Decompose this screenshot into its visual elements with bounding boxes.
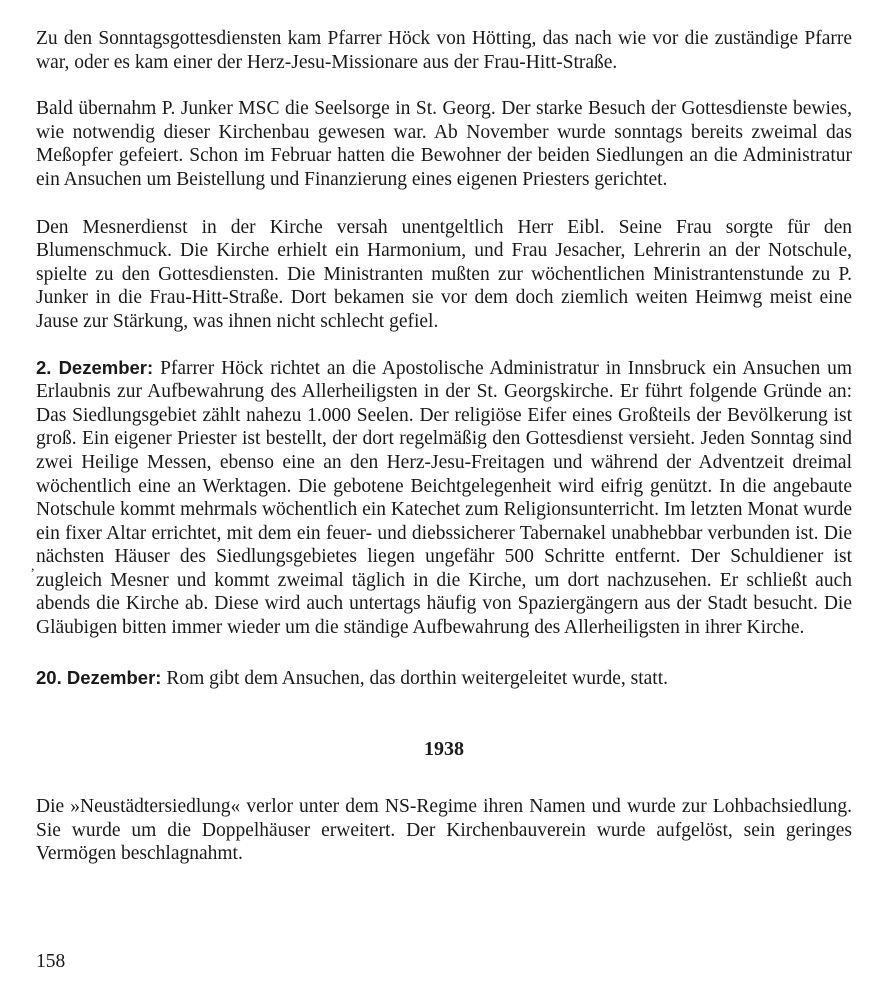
paragraph-1938: Die »Neustädtersiedlung« verlor unter dem NS-Regime ihren Namen und wurde zur Lohbachsiedlung. Sie wurde um die Doppelhäuser erweitert. Der Kirchenbauverein wurde aufgelöst, sein geringes Vermögen beschlagnahmt.: [36, 796, 852, 865]
entry-date-label: 20. Dezember:: [36, 666, 162, 688]
paragraph-pastoral-care: Bald übernahm P. Junker MSC die Seelsorge in St. Georg. Der starke Besuch der Gottesdienste bewies, wie notwendig dieser Kirchenbau gewesen war. Ab November wurde sonntags bereits zweimal das Meßopfer gefeiert. Schon im Februar hatten die Bewohner der beiden Siedlungen an die Administratur ein Ansuchen um Beistellung und Finanzierung eines eigenen Priesters gerichtet.: [36, 98, 852, 190]
entry-text: Pfarrer Höck richtet an die Apostolische Administratur in Innsbruck ein Ansuchen um Erlaubnis zur Aufbewahrung des Allerheiligsten in der St. Georgskirche. Er führt folgende Gründe an: Das Siedlungsgebiet zählt nahezu 1.000 Seelen. Der religiöse Eifer eines Großteils der Bevölkerung ist groß. Ein eigener Priester ist bestellt, der dort regelmäßig den Gottesdienst versieht. Jeden Sonntag sind zwei Heilige Messen, ebenso eine an den Herz-Jesu-Freitagen und während der Adventzeit dreimal wöchentlich eine an Werktagen. Die gebotene Beichtgelegenheit wird eifrig genützt. In die angebaute Notschule kommt mehrmals wöchentlich ein Katechet zum Religionsunterricht. Im letzten Monat wurde ein fixer Altar errichtet, mit dem ein feuer- und diebssicherer Tabernakel unabhebbar verbunden ist. Die nächsten Häuser des Siedlungsgebietes liegen ungefähr 500 Schritte entfernt. Der Schuldiener ist zugleich Mesner und kommt zweimal täglich in die Kirche, um dort nachzusehen. Er schließt auch abends die Kirche ab. Diese wird auch untertags häufig von Spaziergängern aus der Stadt besucht. Die Gläubigen bitten immer wieder um die ständige Aufbewahrung des Allerheiligsten in ihrer Kirche.: [36, 357, 853, 639]
paragraph-sunday-services: Zu den Sonntagsgottesdiensten kam Pfarrer Höck von Hötting, das nach wie vor die zuständige Pfarre war, oder es kam einer der Herz-Jesu-Missionare aus der Frau-Hitt-Straße.: [36, 28, 852, 73]
entry-text: Rom gibt dem Ansuchen, das dorthin weitergeleitet wurde, statt.: [166, 667, 668, 689]
entry-date-label: 2. Dezember:: [36, 356, 154, 378]
section-heading-year: 1938: [424, 738, 464, 761]
entry-december-20: [36, 666, 852, 691]
page-body: [36, 27, 852, 866]
margin-mark: ,: [31, 559, 35, 574]
entry-december-2: [36, 356, 852, 640]
paragraph-sexton-service: Den Mesnerdienst in der Kirche versah unentgeltlich Herr Eibl. Seine Frau sorgte für den Blumenschmuck. Die Kirche erhielt ein Harmonium, und Frau Jesacher, Lehrerin an der Notschule, spielte zu den Gottesdiensten. Die Ministranten mußten zur wöchentlichen Ministrantenstunde zu P. Junker in die Frau-Hitt-Straße. Dort bekamen sie vor dem doch ziemlich weiten Heimwg meist eine Jause zur Stärkung, was ihnen nicht schlecht gefiel.: [36, 216, 852, 332]
page-number: 158: [36, 951, 66, 972]
